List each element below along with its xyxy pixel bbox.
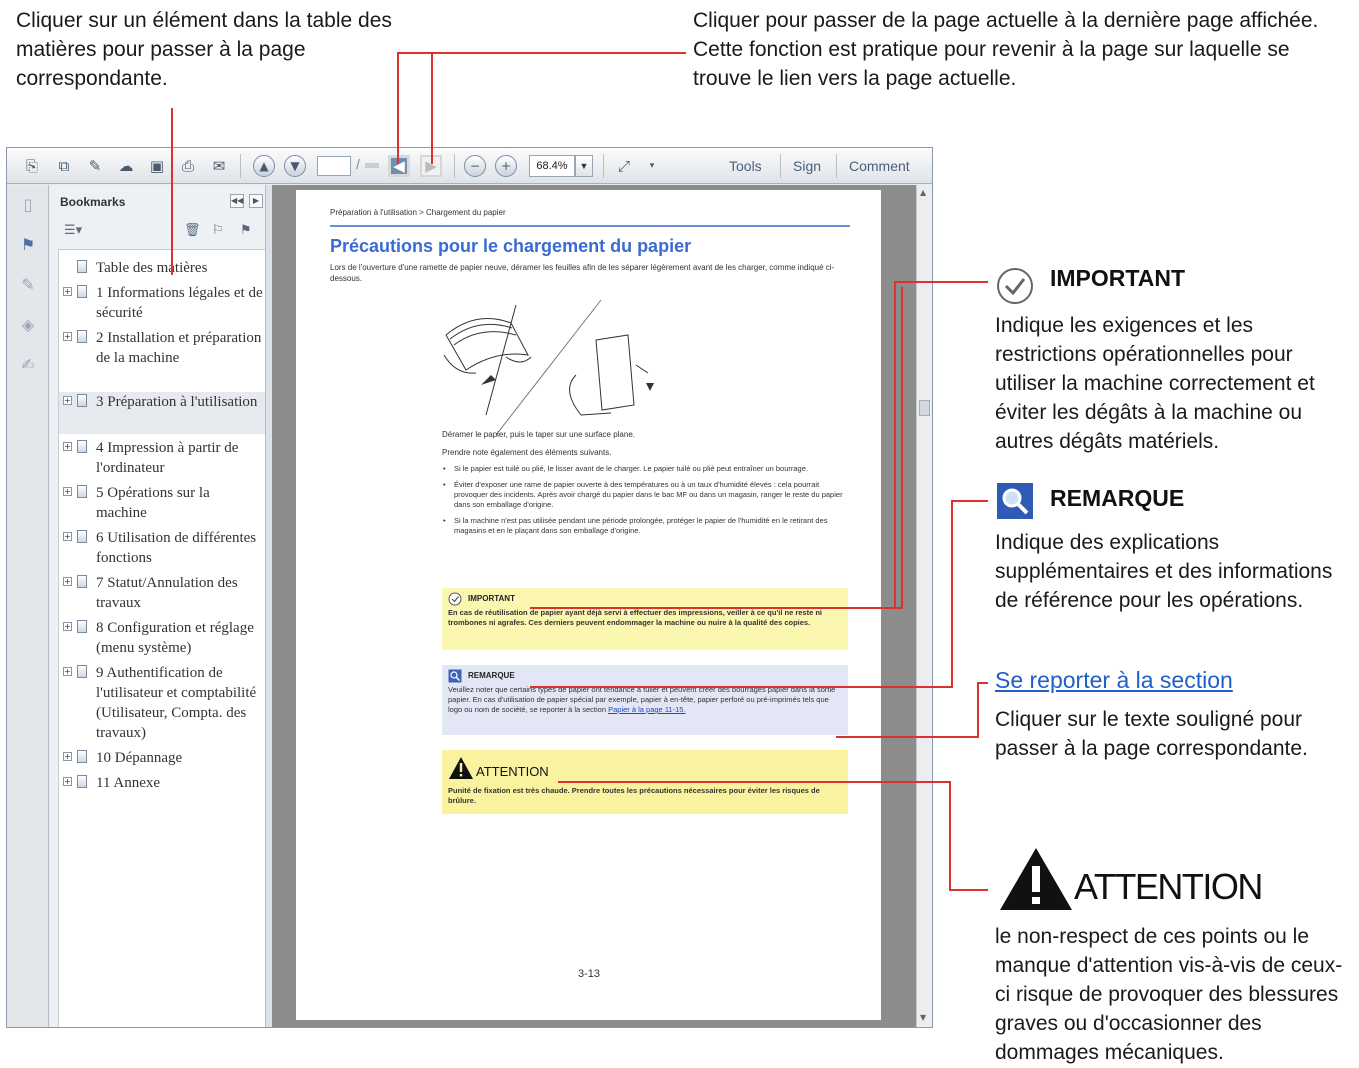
- expand-icon[interactable]: +: [64, 532, 71, 541]
- save-icon[interactable]: ▣: [149, 157, 165, 175]
- create-pdf-icon[interactable]: ⎘: [25, 157, 38, 175]
- bookmark-item[interactable]: [59, 748, 265, 768]
- expand-icon[interactable]: +: [64, 622, 71, 631]
- bookmarks-tools: [50, 219, 265, 247]
- bookmark-icon: [77, 330, 87, 343]
- bookmark-label: 7 Statut/Annulation des travaux: [96, 575, 238, 611]
- vertical-scrollbar[interactable]: [916, 185, 932, 1027]
- cloud-upload-icon[interactable]: ☁: [118, 157, 134, 175]
- sign-button[interactable]: Sign: [793, 158, 822, 174]
- bullet-item: • Si le papier est tuilé ou plié, le lisser avant de le charger. Le papier tuilé ou plié peut entraîner un bourrage.: [442, 464, 844, 474]
- page-thumbnails-icon[interactable]: ▯: [23, 194, 33, 214]
- toolbar: [7, 148, 932, 184]
- expand-bookmark-icon[interactable]: ⚑: [240, 223, 252, 238]
- bookmark-icon: [77, 775, 87, 788]
- title-rule: [330, 225, 850, 227]
- bookmark-label: 3 Préparation à l'utilisation: [96, 394, 258, 410]
- bookmark-icon: [77, 485, 87, 498]
- note-line: Prendre note également des éléments suivants.: [442, 448, 612, 457]
- remarque-text-block: [448, 685, 842, 715]
- toolbar-separator: [603, 154, 604, 178]
- combine-files-icon[interactable]: ⧉: [58, 157, 70, 175]
- next-page-button[interactable]: ▼: [284, 155, 306, 177]
- pane-splitter[interactable]: [265, 185, 272, 1027]
- note-magnifier-icon: [995, 481, 1035, 521]
- bookmark-label: 11 Annexe: [96, 775, 161, 791]
- important-box: [442, 588, 848, 650]
- page-number-input[interactable]: [317, 156, 351, 176]
- section-reference-link[interactable]: Se reporter à la section: [995, 667, 1233, 693]
- page-number: 3-13: [578, 968, 601, 980]
- remarque-heading: REMARQUE: [1050, 485, 1185, 511]
- print-icon[interactable]: ⎙: [181, 157, 194, 175]
- warning-triangle-icon: [998, 846, 1074, 912]
- page-separator: /: [356, 156, 360, 172]
- bookmark-icon: [77, 620, 87, 633]
- toolbar-options-chevron-icon[interactable]: ▾: [649, 161, 655, 171]
- bullet-list: [442, 464, 844, 542]
- delete-bookmark-icon[interactable]: 🗑: [184, 223, 201, 238]
- bookmark-item[interactable]: [59, 573, 265, 613]
- edit-document-icon[interactable]: ✎: [88, 157, 102, 175]
- pdf-reader-window: [6, 147, 933, 1028]
- zoom-out-button[interactable]: −: [464, 155, 486, 177]
- bookmark-label: Table des matières: [96, 260, 208, 276]
- expand-icon[interactable]: +: [64, 752, 71, 761]
- options-menu-icon[interactable]: ☰▾: [64, 223, 83, 238]
- zoom-in-button[interactable]: +: [495, 155, 517, 177]
- bookmark-item[interactable]: [59, 283, 265, 323]
- remarque-text: Veuillez noter que certains types de papier ont tendance à tuiler et peuvent créer des bourrages papier dans la sortie papier. En cas d'utilisation de papier spécial par exemple, papier à en-tête, papier perforé ou pré-imprimés tels que logo ou nom de société, se reporter à la section: [448, 685, 836, 714]
- bookmark-icon: [77, 530, 87, 543]
- bookmark-item[interactable]: [59, 663, 265, 743]
- page-total: [365, 163, 379, 168]
- expand-icon[interactable]: +: [64, 287, 71, 296]
- expand-panel-icon[interactable]: ▶: [249, 194, 263, 208]
- navigation-pane-strip: [7, 185, 49, 1027]
- bookmark-icon: [77, 750, 87, 763]
- email-icon[interactable]: ✉: [212, 157, 226, 175]
- scroll-down-icon[interactable]: ▼: [920, 1013, 927, 1022]
- attention-description: le non-respect de ces points ou le manque d'attention vis-à-vis de ceux-ci risque de provoquer des blessures graves ou d'occasionner des dommages mécaniques.: [995, 925, 1343, 1064]
- attention-text: Punité de fixation est très chaude. Prendre toutes les précautions nécessaires pour éviter les risques de brûlure.: [448, 786, 820, 805]
- important-label: IMPORTANT: [468, 594, 515, 603]
- link-description: Cliquer sur le texte souligné pour passer à la page correspondante.: [995, 708, 1308, 760]
- remarque-description: Indique des explications supplémentaires et des informations de référence pour les opérations.: [995, 531, 1333, 612]
- scrollbar-thumb[interactable]: [919, 400, 930, 416]
- bookmarks-icon[interactable]: ⚑: [20, 234, 36, 254]
- bookmark-icon: [77, 440, 87, 453]
- previous-page-button[interactable]: ▲: [253, 155, 275, 177]
- bookmarks-tree: [58, 249, 265, 1027]
- attention-label: ATTENTION: [476, 764, 549, 779]
- bookmark-item[interactable]: [59, 438, 265, 478]
- expand-icon[interactable]: +: [64, 442, 71, 451]
- bookmark-label: 8 Configuration et réglage (menu système): [96, 620, 254, 656]
- callout-last-page-description: Cliquer pour passer de la page actuelle à la dernière page affichée. Cette fonction est pratique pour revenir à la page sur laquelle se trouve le lien vers la page actuelle.: [693, 9, 1319, 90]
- bookmarks-header: [50, 185, 265, 219]
- bookmark-label: 9 Authentification de l'utilisateur et comptabilité (Utilisateur, Compta. des travaux): [96, 665, 257, 741]
- paper-fanning-illustration: [436, 295, 666, 435]
- warning-triangle-icon: [448, 756, 474, 780]
- important-text: En cas de réutilisation de papier ayant déjà servi à effectuer des impressions, veiller à ce qu'il ne reste ni trombones ni agrafes. Ces derniers peuvent endommager la machine ou nuire à la qualité des copies.: [448, 608, 823, 627]
- toolbar-separator: [780, 154, 781, 178]
- page-breadcrumb: Préparation à l'utilisation > Chargement du papier: [330, 208, 506, 217]
- bookmark-label: 2 Installation et préparation de la machine: [96, 330, 262, 366]
- tools-button[interactable]: Tools: [729, 158, 762, 174]
- page-title: Précautions pour le chargement du papier: [330, 236, 692, 256]
- bookmark-label: 1 Informations légales et de sécurité: [96, 285, 263, 321]
- intro-text: Lors de l'ouverture d'une ramette de papier neuve, déramer les feuilles afin de les séparer légèrement avant de les charger, comme indiqué ci-dessous.: [330, 263, 835, 283]
- remarque-box: [442, 665, 848, 735]
- important-description: Indique les exigences et les restrictions opérationnelles pour utiliser la machine correctement et éviter les dégâts à la machine ou autres dégâts matériels.: [995, 314, 1315, 453]
- bookmark-icon: [77, 665, 87, 678]
- check-circle-icon: [448, 592, 462, 606]
- expand-icon[interactable]: +: [64, 396, 71, 405]
- comment-button[interactable]: Comment: [849, 158, 910, 174]
- bookmark-label: 5 Opérations sur la machine: [96, 485, 210, 521]
- bookmark-item-selected[interactable]: [59, 392, 265, 434]
- attention-box: [442, 750, 848, 814]
- bookmark-item[interactable]: [59, 618, 265, 658]
- note-magnifier-icon: [448, 669, 462, 683]
- check-circle-icon: [995, 266, 1035, 306]
- expand-icon[interactable]: +: [64, 577, 71, 586]
- bookmark-item[interactable]: [59, 258, 265, 278]
- expand-icon[interactable]: +: [64, 777, 71, 786]
- bookmarks-panel: [50, 185, 265, 1027]
- toolbar-separator: [240, 154, 241, 178]
- scroll-up-icon[interactable]: ▲: [920, 188, 927, 197]
- bookmarks-title: Bookmarks: [60, 195, 126, 209]
- document-viewport: [272, 185, 916, 1027]
- next-view-button[interactable]: ▶: [420, 155, 442, 177]
- bookmark-icon: [77, 285, 87, 298]
- zoom-dropdown-button[interactable]: ▼: [575, 155, 593, 177]
- important-heading: IMPORTANT: [1050, 265, 1186, 291]
- bookmark-item[interactable]: [59, 483, 265, 523]
- expand-icon[interactable]: +: [64, 487, 71, 496]
- signatures-icon[interactable]: ✍: [21, 354, 35, 374]
- bookmark-label: 4 Impression à partir de l'ordinateur: [96, 440, 239, 476]
- bookmark-icon: [77, 394, 87, 407]
- new-bookmark-icon[interactable]: ⚐: [212, 223, 224, 238]
- bookmark-label: 6 Utilisation de différentes fonctions: [96, 530, 257, 566]
- layers-icon[interactable]: ◈: [21, 314, 35, 334]
- zoom-level-input[interactable]: 68.4%: [529, 155, 575, 177]
- collapse-panel-icon[interactable]: ◀◀: [230, 194, 244, 208]
- previous-view-button[interactable]: ◀: [388, 155, 410, 177]
- expand-icon[interactable]: +: [64, 332, 71, 341]
- document-page: [296, 190, 881, 1020]
- remarque-label: REMARQUE: [468, 671, 515, 680]
- bookmark-item[interactable]: [59, 328, 265, 388]
- fit-page-icon[interactable]: ⤢: [617, 157, 630, 175]
- bookmark-item[interactable]: [59, 773, 265, 793]
- page-reference-link[interactable]: Papier à la page 11-15.: [608, 705, 686, 714]
- bullet-item: • Si la machine n'est pas utilisée pendant une période prolongée, protéger le papier de l'humidité en le retirant des magasins et en le plaçant dans son emballage d'origine.: [442, 516, 844, 536]
- expand-icon[interactable]: +: [64, 667, 71, 676]
- bookmark-label: 10 Dépannage: [96, 750, 183, 766]
- attachments-icon[interactable]: ✎: [21, 274, 35, 294]
- bookmark-item[interactable]: [59, 528, 265, 568]
- toolbar-separator: [836, 154, 837, 178]
- bullet-item: • Éviter d'exposer une rame de papier ouverte à des températures ou à un taux d'humidité élevés : cela pourrait provoquer des incidents. Après avoir chargé du papier dans le bac MF ou dans un magasin, ranger le reste du papier dans son emballage d'origine.: [442, 480, 844, 510]
- toolbar-separator: [454, 154, 455, 178]
- callout-toc-description: Cliquer sur un élément dans la table des matières pour passer à la page correspondante.: [16, 9, 392, 90]
- bookmark-icon: [77, 260, 87, 273]
- bookmark-icon: [77, 575, 87, 588]
- fanning-caption: Déramer le papier, puis le taper sur une surface plane.: [442, 430, 635, 439]
- attention-heading: ATTENTION: [1074, 866, 1262, 907]
